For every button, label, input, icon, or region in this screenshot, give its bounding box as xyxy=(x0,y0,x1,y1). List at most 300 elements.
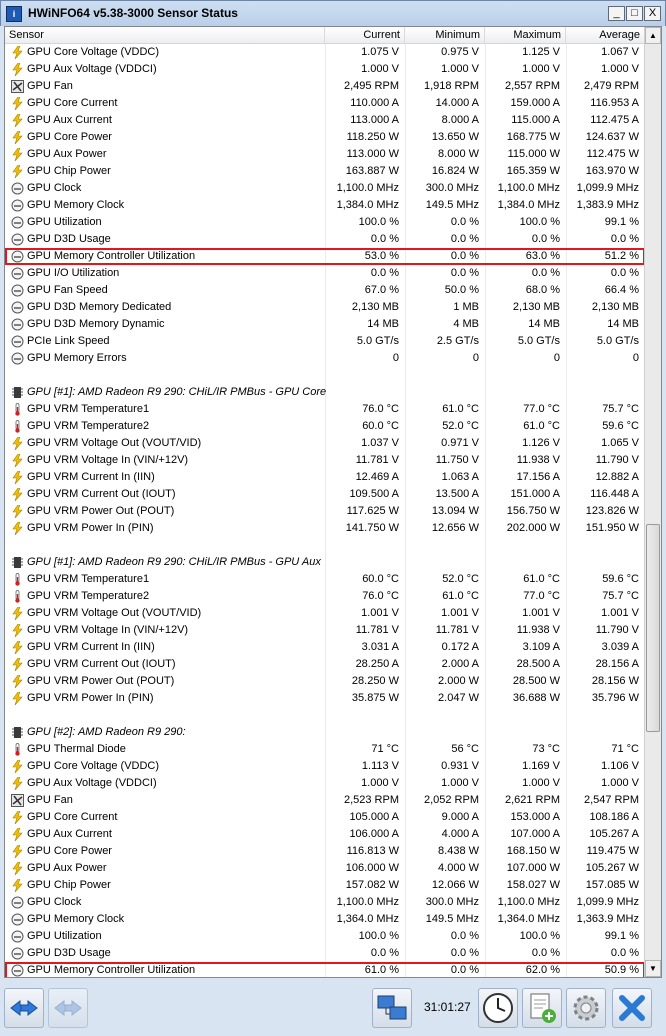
average-value: 2,130 MB xyxy=(591,301,639,313)
lightning-bolt-icon xyxy=(11,46,24,59)
table-row[interactable] xyxy=(5,605,645,622)
lightning-bolt-icon xyxy=(11,811,24,824)
current-value: 1.075 V xyxy=(361,46,399,58)
current-value: 5.0 GT/s xyxy=(356,335,399,347)
group-label: GPU [#1]: AMD Radeon R9 290: CHiL/IR PMBus - GPU Core xyxy=(27,386,327,398)
average-value: 51.2 % xyxy=(604,250,639,262)
table-row[interactable] xyxy=(5,571,645,588)
table-row[interactable] xyxy=(5,894,645,911)
average-value: 1.001 V xyxy=(601,607,639,619)
thermometer-icon xyxy=(11,573,24,586)
group-label: GPU [#1]: AMD Radeon R9 290: CHiL/IR PMBus - GPU Aux xyxy=(27,556,321,568)
lightning-bolt-icon xyxy=(11,845,24,858)
table-row[interactable] xyxy=(5,350,645,367)
sensor-name: GPU VRM Temperature2 xyxy=(27,590,150,602)
fan-icon xyxy=(11,794,24,807)
maximum-value: 1.125 V xyxy=(522,46,560,58)
nav-arrows-disabled-button[interactable] xyxy=(48,988,88,1028)
table-row[interactable] xyxy=(5,333,645,350)
sensor-name: GPU Utilization xyxy=(27,216,102,228)
current-value: 106.000 A xyxy=(349,828,399,840)
sensor-group-header[interactable] xyxy=(5,554,645,571)
table-row[interactable] xyxy=(5,299,645,316)
table-row[interactable] xyxy=(5,690,645,707)
close-button[interactable] xyxy=(612,988,652,1028)
minimum-value: 50.0 % xyxy=(444,284,479,296)
table-row[interactable] xyxy=(5,860,645,877)
sensor-name: GPU D3D Memory Dedicated xyxy=(27,301,172,313)
reset-clock-button[interactable] xyxy=(478,988,518,1028)
current-value: 1.113 V xyxy=(361,760,399,772)
current-value: 105.000 A xyxy=(349,811,399,823)
current-value: 2,495 RPM xyxy=(343,80,399,92)
table-row[interactable] xyxy=(5,673,645,690)
sensor-name: GPU Memory Controller Utilization xyxy=(27,250,196,262)
elapsed-timer: 31:01:27 xyxy=(424,1000,471,1014)
average-value: 105.267 A xyxy=(589,828,639,840)
current-value: 1,100.0 MHz xyxy=(336,182,399,194)
table-row[interactable] xyxy=(5,843,645,860)
minimum-value: 0.0 % xyxy=(450,267,479,279)
minimum-value: 149.5 MHz xyxy=(425,913,479,925)
sensor-name: PCIe Link Speed xyxy=(27,335,110,347)
maximum-value: 62.0 % xyxy=(525,964,560,976)
average-value: 119.475 W xyxy=(586,845,639,857)
average-value: 5.0 GT/s xyxy=(596,335,639,347)
maximum-value: 159.000 A xyxy=(510,97,560,109)
table-row[interactable] xyxy=(5,95,645,112)
average-value: 112.475 A xyxy=(590,114,639,126)
gauge-icon xyxy=(11,250,24,263)
minimum-value: 0.0 % xyxy=(450,233,479,245)
minimum-value: 4.000 W xyxy=(438,862,479,874)
column-header-current[interactable]: Current xyxy=(325,27,405,44)
current-value: 1,100.0 MHz xyxy=(336,896,399,908)
table-row[interactable] xyxy=(5,622,645,639)
lightning-bolt-icon xyxy=(11,471,24,484)
current-value: 28.250 W xyxy=(351,675,399,687)
sensor-name: GPU D3D Memory Dynamic xyxy=(27,318,165,330)
sensor-name: GPU VRM Power In (PIN) xyxy=(27,692,154,704)
minimum-value: 8.438 W xyxy=(438,845,479,857)
current-value: 100.0 % xyxy=(358,216,399,228)
maximum-value: 0 xyxy=(553,352,560,364)
current-value: 11.781 V xyxy=(355,624,399,636)
minimum-value: 61.0 °C xyxy=(442,403,479,415)
table-row[interactable] xyxy=(5,61,645,78)
table-row[interactable] xyxy=(5,197,645,214)
lightning-bolt-icon xyxy=(11,488,24,501)
gauge-icon xyxy=(11,216,24,229)
sensor-name: GPU VRM Voltage Out (VOUT/VID) xyxy=(27,607,202,619)
scroll-down-arrow-icon[interactable]: ▼ xyxy=(645,960,661,977)
minimum-value: 56 °C xyxy=(451,743,479,755)
lightning-bolt-icon xyxy=(11,828,24,841)
sensor-name: GPU Aux Current xyxy=(27,828,112,840)
average-value: 28.156 W xyxy=(591,675,639,687)
maximum-value: 158.027 W xyxy=(506,879,560,891)
lightning-bolt-icon xyxy=(11,760,24,773)
gauge-icon xyxy=(11,947,24,960)
maximum-value: 61.0 °C xyxy=(523,573,560,585)
sensor-name: GPU Thermal Diode xyxy=(27,743,126,755)
table-row[interactable] xyxy=(5,588,645,605)
average-value: 1.000 V xyxy=(601,63,639,75)
maximum-value: 115.000 W xyxy=(507,148,560,160)
sensor-name: GPU Fan xyxy=(27,80,73,92)
average-value: 151.950 W xyxy=(585,522,639,534)
scroll-up-arrow-icon[interactable]: ▲ xyxy=(645,27,661,44)
settings-button[interactable] xyxy=(566,988,606,1028)
current-value: 2,523 RPM xyxy=(343,794,399,806)
sensor-name: GPU Utilization xyxy=(27,930,102,942)
minimum-value: 13.650 W xyxy=(431,131,479,143)
table-row[interactable] xyxy=(5,401,645,418)
title-bar xyxy=(0,0,666,26)
settings-gear-icon xyxy=(567,989,605,1027)
table-row[interactable] xyxy=(5,112,645,129)
table-row[interactable] xyxy=(5,44,645,61)
minimum-value: 149.5 MHz xyxy=(425,199,479,211)
maximum-value: 2,621 RPM xyxy=(504,794,560,806)
maximum-value: 151.000 A xyxy=(510,488,560,500)
sensor-name: GPU VRM Current In (IIN) xyxy=(27,641,155,653)
group-label: GPU [#2]: AMD Radeon R9 290: xyxy=(27,726,186,738)
sensor-name: GPU Aux Current xyxy=(27,114,112,126)
average-value: 75.7 °C xyxy=(602,403,639,415)
sensor-name: GPU Chip Power xyxy=(27,879,111,891)
minimum-value: 14.000 A xyxy=(435,97,479,109)
table-row[interactable] xyxy=(5,962,645,978)
lightning-bolt-icon xyxy=(11,862,24,875)
gauge-icon xyxy=(11,233,24,246)
current-value: 3.031 A xyxy=(361,641,399,653)
maximize-button[interactable]: □ xyxy=(626,6,643,21)
current-value: 109.500 A xyxy=(349,488,399,500)
sensor-rows xyxy=(5,44,645,978)
lightning-bolt-icon xyxy=(11,879,24,892)
table-row[interactable] xyxy=(5,809,645,826)
column-header-minimum[interactable]: Minimum xyxy=(405,27,485,44)
minimum-value: 13.094 W xyxy=(431,505,479,517)
table-row[interactable] xyxy=(5,418,645,435)
current-value: 113.000 A xyxy=(350,114,399,126)
minimum-value: 1.000 V xyxy=(441,777,479,789)
table-row[interactable] xyxy=(5,231,645,248)
table-row[interactable] xyxy=(5,435,645,452)
add-report-button[interactable] xyxy=(522,988,562,1028)
spacer-row xyxy=(5,707,645,724)
nav-arrows-disabled-icon xyxy=(49,989,87,1027)
average-value: 12.882 A xyxy=(595,471,639,483)
minimum-value: 8.000 A xyxy=(441,114,479,126)
table-row[interactable] xyxy=(5,78,645,95)
maximum-value: 28.500 W xyxy=(512,675,560,687)
table-row[interactable] xyxy=(5,452,645,469)
average-value: 116.448 A xyxy=(590,488,639,500)
maximum-value: 156.750 W xyxy=(506,505,560,517)
minimum-value: 0.0 % xyxy=(450,930,479,942)
gauge-icon xyxy=(11,964,24,977)
sensor-name: GPU Aux Power xyxy=(27,862,107,874)
table-row[interactable] xyxy=(5,503,645,520)
close-window-button[interactable]: X xyxy=(644,6,661,21)
thermometer-icon xyxy=(11,420,24,433)
minimum-value: 1,918 RPM xyxy=(423,80,479,92)
current-value: 141.750 W xyxy=(345,522,399,534)
table-row[interactable] xyxy=(5,248,645,265)
table-row[interactable] xyxy=(5,826,645,843)
sensor-name: GPU I/O Utilization xyxy=(27,267,120,279)
maximum-value: 3.109 A xyxy=(522,641,560,653)
table-row[interactable] xyxy=(5,469,645,486)
maximum-value: 14 MB xyxy=(528,318,560,330)
table-row[interactable] xyxy=(5,741,645,758)
sensor-name: GPU VRM Power Out (POUT) xyxy=(27,675,175,687)
sensor-name: GPU VRM Voltage Out (VOUT/VID) xyxy=(27,437,202,449)
column-header-average[interactable]: Average xyxy=(566,27,645,44)
average-value: 0.0 % xyxy=(610,267,639,279)
table-row[interactable] xyxy=(5,775,645,792)
minimum-value: 0.971 V xyxy=(441,437,479,449)
maximum-value: 61.0 °C xyxy=(523,420,560,432)
table-header xyxy=(5,27,645,44)
maximum-value: 100.0 % xyxy=(519,216,560,228)
minimum-value: 2.5 GT/s xyxy=(436,335,479,347)
gauge-icon xyxy=(11,318,24,331)
current-value: 11.781 V xyxy=(355,454,399,466)
sensor-name: GPU VRM Current Out (IOUT) xyxy=(27,658,176,670)
average-value: 163.970 W xyxy=(585,165,639,177)
current-value: 1.001 V xyxy=(361,607,399,619)
average-value: 59.6 °C xyxy=(602,573,639,585)
current-value: 1,384.0 MHz xyxy=(336,199,399,211)
table-row[interactable] xyxy=(5,129,645,146)
gauge-icon xyxy=(11,199,24,212)
minimum-value: 1.063 A xyxy=(441,471,479,483)
table-row[interactable] xyxy=(5,877,645,894)
gauge-icon xyxy=(11,182,24,195)
average-value: 1.067 V xyxy=(601,46,639,58)
sensor-name: GPU Core Current xyxy=(27,811,118,823)
current-value: 113.000 W xyxy=(346,148,399,160)
minimum-value: 2.000 A xyxy=(441,658,479,670)
table-row[interactable] xyxy=(5,945,645,962)
minimum-value: 300.0 MHz xyxy=(425,896,479,908)
maximum-value: 28.500 A xyxy=(516,658,560,670)
gauge-icon xyxy=(11,352,24,365)
table-row[interactable] xyxy=(5,758,645,775)
average-value: 75.7 °C xyxy=(602,590,639,602)
fan-icon xyxy=(11,80,24,93)
average-value: 124.637 W xyxy=(585,131,639,143)
minimum-value: 2.047 W xyxy=(438,692,479,704)
table-row[interactable] xyxy=(5,214,645,231)
minimize-button[interactable]: _ xyxy=(608,6,625,21)
current-value: 53.0 % xyxy=(364,250,399,262)
lightning-bolt-icon xyxy=(11,624,24,637)
table-row[interactable] xyxy=(5,656,645,673)
maximum-value: 107.000 A xyxy=(510,828,560,840)
current-value: 28.250 A xyxy=(355,658,399,670)
lightning-bolt-icon xyxy=(11,148,24,161)
current-value: 1.000 V xyxy=(361,777,399,789)
average-value: 1,383.9 MHz xyxy=(576,199,639,211)
average-value: 3.039 A xyxy=(601,641,639,653)
average-value: 11.790 V xyxy=(595,454,639,466)
current-value: 163.887 W xyxy=(345,165,399,177)
average-value: 71 °C xyxy=(611,743,639,755)
average-value: 59.6 °C xyxy=(602,420,639,432)
sensor-name: GPU Memory Errors xyxy=(27,352,127,364)
gauge-icon xyxy=(11,896,24,909)
sensor-group-header[interactable] xyxy=(5,724,645,741)
current-value: 118.250 W xyxy=(346,131,399,143)
table-row[interactable] xyxy=(5,146,645,163)
minimum-value: 61.0 °C xyxy=(442,590,479,602)
lightning-bolt-icon xyxy=(11,437,24,450)
table-row[interactable] xyxy=(5,928,645,945)
sensor-name: GPU Clock xyxy=(27,896,82,908)
sensor-name: GPU VRM Temperature1 xyxy=(27,573,150,585)
current-value: 0.0 % xyxy=(370,947,399,959)
maximum-value: 73 °C xyxy=(532,743,560,755)
maximum-value: 5.0 GT/s xyxy=(517,335,560,347)
maximum-value: 11.938 V xyxy=(516,454,560,466)
table-row[interactable] xyxy=(5,520,645,537)
hwinfo-app-icon: i xyxy=(6,6,22,22)
nav-arrows-button[interactable] xyxy=(4,988,44,1028)
maximum-value: 17.156 A xyxy=(516,471,560,483)
maximum-value: 1,364.0 MHz xyxy=(497,913,560,925)
sensor-name: GPU VRM Temperature2 xyxy=(27,420,150,432)
lightning-bolt-icon xyxy=(11,777,24,790)
sensor-name: GPU VRM Power In (PIN) xyxy=(27,522,154,534)
sensor-name: GPU Memory Clock xyxy=(27,199,125,211)
lightning-bolt-icon xyxy=(11,658,24,671)
column-header-maximum[interactable]: Maximum xyxy=(485,27,566,44)
column-header-sensor[interactable]: Sensor xyxy=(5,27,325,44)
thermometer-icon xyxy=(11,403,24,416)
sensor-name: GPU VRM Current Out (IOUT) xyxy=(27,488,176,500)
table-row[interactable] xyxy=(5,180,645,197)
sensor-name: GPU Aux Power xyxy=(27,148,107,160)
maximum-value: 36.688 W xyxy=(512,692,560,704)
current-value: 1.000 V xyxy=(361,63,399,75)
maximum-value: 1.000 V xyxy=(522,63,560,75)
average-value: 2,479 RPM xyxy=(583,80,639,92)
thermometer-icon xyxy=(11,590,24,603)
lightning-bolt-icon xyxy=(11,692,24,705)
sensor-name: GPU Aux Voltage (VDDCI) xyxy=(27,777,157,789)
minimum-value: 1.000 V xyxy=(441,63,479,75)
minimum-value: 11.750 V xyxy=(435,454,479,466)
lightning-bolt-icon xyxy=(11,675,24,688)
maximum-value: 100.0 % xyxy=(519,930,560,942)
maximum-value: 168.150 W xyxy=(506,845,560,857)
gauge-icon xyxy=(11,301,24,314)
minimum-value: 2,052 RPM xyxy=(423,794,479,806)
table-row[interactable] xyxy=(5,163,645,180)
maximum-value: 1,384.0 MHz xyxy=(497,199,560,211)
sensor-name: GPU VRM Temperature1 xyxy=(27,403,150,415)
sensor-name: GPU Fan Speed xyxy=(27,284,108,296)
vertical-scrollbar[interactable] xyxy=(644,27,661,977)
minimum-value: 2.000 W xyxy=(438,675,479,687)
sensor-name: GPU Memory Controller Utilization xyxy=(27,964,196,976)
lightning-bolt-icon xyxy=(11,63,24,76)
current-value: 106.000 W xyxy=(345,862,399,874)
table-row[interactable] xyxy=(5,265,645,282)
minimum-value: 1 MB xyxy=(453,301,479,313)
current-value: 0.0 % xyxy=(370,233,399,245)
lightning-bolt-icon xyxy=(11,131,24,144)
average-value: 66.4 % xyxy=(604,284,639,296)
sensor-name: GPU Core Voltage (VDDC) xyxy=(27,46,160,58)
table-row[interactable] xyxy=(5,316,645,333)
gauge-icon xyxy=(11,930,24,943)
current-value: 1.037 V xyxy=(361,437,399,449)
lightning-bolt-icon xyxy=(11,165,24,178)
average-value: 157.085 W xyxy=(585,879,639,891)
maximum-value: 115.000 A xyxy=(511,114,560,126)
maximum-value: 2,130 MB xyxy=(512,301,560,313)
table-row[interactable] xyxy=(5,639,645,656)
minimum-value: 16.824 W xyxy=(431,165,479,177)
sensor-group-header[interactable] xyxy=(5,384,645,401)
maximum-value: 0.0 % xyxy=(531,267,560,279)
minimum-value: 0.0 % xyxy=(450,964,479,976)
sensor-name: GPU Core Power xyxy=(27,845,112,857)
minimum-value: 0.0 % xyxy=(450,216,479,228)
lightning-bolt-icon xyxy=(11,522,24,535)
network-button[interactable] xyxy=(372,988,412,1028)
sensor-name: GPU D3D Usage xyxy=(27,947,111,959)
scrollbar-thumb[interactable] xyxy=(646,524,660,732)
window-title: HWiNFO64 v5.38-3000 Sensor Status xyxy=(28,6,238,20)
average-value: 112.475 W xyxy=(586,148,639,160)
maximum-value: 202.000 W xyxy=(506,522,560,534)
current-value: 1,364.0 MHz xyxy=(336,913,399,925)
sensor-name: GPU Chip Power xyxy=(27,165,111,177)
current-value: 76.0 °C xyxy=(362,590,399,602)
average-value: 105.267 W xyxy=(585,862,639,874)
nav-arrows-icon xyxy=(5,989,43,1027)
current-value: 35.875 W xyxy=(351,692,399,704)
maximum-value: 77.0 °C xyxy=(523,590,560,602)
table-row[interactable] xyxy=(5,911,645,928)
maximum-value: 68.0 % xyxy=(525,284,560,296)
current-value: 2,130 MB xyxy=(351,301,399,313)
sensor-name: GPU Core Current xyxy=(27,97,118,109)
average-value: 1,099.9 MHz xyxy=(576,182,639,194)
table-row[interactable] xyxy=(5,486,645,503)
sensor-name: GPU VRM Power Out (POUT) xyxy=(27,505,175,517)
current-value: 0 xyxy=(392,352,399,364)
average-value: 123.826 W xyxy=(585,505,639,517)
maximum-value: 107.000 W xyxy=(506,862,560,874)
sensor-name: GPU VRM Current In (IIN) xyxy=(27,471,155,483)
current-value: 12.469 A xyxy=(355,471,399,483)
table-row[interactable] xyxy=(5,792,645,809)
chip-icon xyxy=(11,556,24,569)
average-value: 0.0 % xyxy=(610,947,639,959)
table-row[interactable] xyxy=(5,282,645,299)
average-value: 35.796 W xyxy=(591,692,639,704)
average-value: 11.790 V xyxy=(595,624,639,636)
maximum-value: 1.001 V xyxy=(522,607,560,619)
sensor-name: GPU Clock xyxy=(27,182,82,194)
